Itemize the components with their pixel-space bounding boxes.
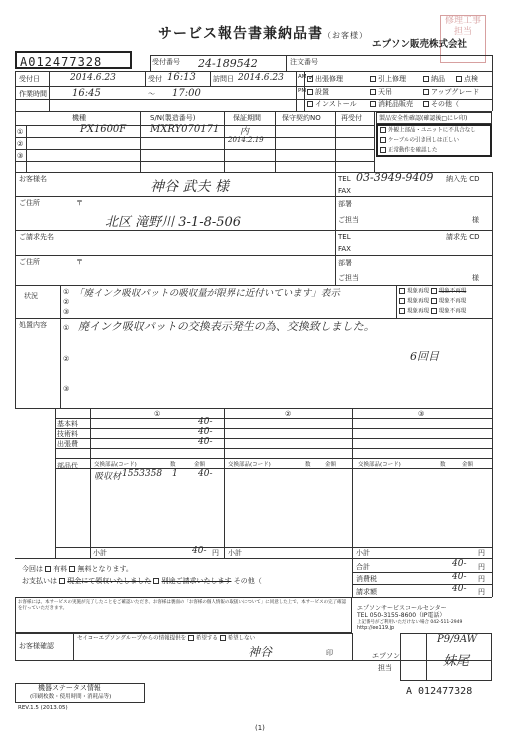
machine-header-contract: 保守契約NO [282, 114, 321, 122]
footer-doc-number: A 012477328 [406, 686, 473, 697]
machine-header-reaccept: 再受付 [341, 114, 362, 122]
safety-item-cable: ケーブルの引き回しは正しい [380, 137, 459, 145]
part-name: 吸収材 [94, 472, 122, 482]
charge-col: ② [285, 410, 292, 418]
am-marker: AM [298, 74, 307, 80]
checkbox [380, 137, 386, 143]
customer-honorific: 様 [472, 216, 479, 224]
service-type-delivery: 納品 [423, 75, 445, 83]
machine-header-warranty: 保証期間 [233, 114, 261, 122]
charge-col: ① [154, 410, 161, 418]
checkbox [431, 288, 437, 294]
amount-header: 金額 [462, 462, 474, 468]
visit-date-label: 訪問日 [213, 75, 234, 83]
checkbox [307, 89, 313, 95]
total-label: 請求額 [356, 588, 377, 596]
checkbox [399, 288, 405, 294]
part-code-header: 交換部品(コード) [228, 462, 271, 468]
part-amount: 40- [198, 469, 213, 479]
machine-serial: MXRY070171 [150, 124, 220, 135]
status-row-no: ③ [63, 308, 70, 316]
checkbox [153, 578, 159, 584]
time-tilde: ～ [148, 90, 155, 98]
customer-contact-label: ご担当 [338, 216, 359, 224]
yen-unit: 円 [478, 588, 485, 596]
service-type-outcall: ✓ 出張修理 [308, 73, 343, 83]
machine-header-sn: S/N(製造番号) [150, 114, 196, 122]
total: 40- [452, 584, 467, 594]
billing-contact-label: ご担当 [338, 274, 359, 282]
qty-header: 数 [305, 462, 311, 468]
amount-header: 金額 [325, 462, 337, 468]
part-code: 1553358 [122, 469, 163, 479]
customer-postal: 〒 [76, 199, 83, 207]
customer-name-label: お客様名 [19, 175, 47, 183]
customer-signature: 神谷 [248, 645, 273, 659]
checkbox [370, 101, 376, 107]
status-info-label: 機器ステータス情報 [38, 684, 101, 692]
machine-header-model: 機種 [72, 114, 86, 122]
work-time-label: 作業時間 [19, 90, 47, 98]
treatment-row-no: ③ [63, 385, 70, 393]
consent-question: セイコーエプソングループからの情報提供を 希望する 希望しない [77, 635, 256, 642]
billing-address-label: ご住所 [19, 258, 40, 266]
visit-date: 2014.6.23 [238, 73, 284, 83]
acceptance-no-label: 受付番号 [152, 58, 180, 66]
tax-label: 消費税 [356, 575, 377, 583]
yen-unit: 円 [478, 563, 485, 571]
customer-fax-label: FAX [338, 187, 351, 195]
today-label: 今回は 有料 無料となります。 [22, 565, 133, 573]
customer-dept-label: 部署 [338, 200, 352, 208]
safety-item-operation: 正常動作を確認した [380, 147, 438, 155]
company-name: エプソン販売株式会社 [372, 39, 468, 50]
service-type-inspection: 点検 [456, 75, 478, 83]
checkbox: ✓ [308, 73, 315, 82]
sum-label: 合計 [356, 563, 370, 571]
consent-label: お客様確認 [19, 642, 54, 650]
customer-address-label: ご住所 [19, 199, 40, 207]
machine-model: PX1600F [80, 124, 127, 135]
travel-fee-label: 出張費 [57, 440, 78, 448]
subtotal: 40- [192, 546, 207, 556]
machine-row-no: ① [17, 128, 24, 136]
seal-label: 印 [326, 649, 333, 657]
billing-cd-label: 請求先 CD [446, 233, 480, 241]
customer-name: 神谷 武夫 様 [150, 179, 229, 195]
checkbox [399, 308, 405, 314]
sum: 40- [452, 559, 467, 569]
subtotal-label: 小計 [356, 549, 370, 557]
qty-header: 数 [440, 462, 446, 468]
treatment-row-no: ① [63, 324, 70, 332]
repro-row: 現象再現 現象不再現 [399, 298, 466, 306]
service-type-install: インストール [307, 100, 357, 108]
work-end: 17:00 [172, 88, 201, 99]
service-type-other: その他（ [423, 100, 459, 108]
service-type-ceiling: 天吊 [370, 88, 392, 96]
yen-unit: 円 [478, 575, 485, 583]
amount-header: 金額 [194, 462, 206, 468]
service-type-installation: 設置 [307, 88, 329, 96]
status-row-no: ② [63, 298, 70, 306]
reception-time-label: 受付 [148, 75, 162, 83]
call-center-sub: 上記番号がご利用いただけない場合 042-511-2949 [357, 620, 463, 625]
treatment-label: 処置内容 [19, 321, 47, 329]
status-text: 「廃インク吸収パットの吸収量が限界に近付いています」表示 [74, 288, 340, 299]
subtotal-unit: 円 [478, 549, 485, 557]
call-center-tel: TEL 050-3155-8600（IP電話） [357, 612, 446, 619]
checkbox [45, 566, 51, 572]
safety-item-exterior: 外観上部品・ユニットに不具合なし [380, 127, 476, 135]
repro-row: 現象再現 現象不再現 [399, 288, 466, 296]
payment-row: お支払いは 現金にて領収いたしました 別途ご請求いたします その他（ [22, 577, 262, 585]
staff-label: 担当 [378, 664, 392, 672]
staff-code: P9/9AW [437, 634, 477, 645]
checkbox [423, 89, 429, 95]
customer-tel: 03-3949-9409 [356, 171, 434, 184]
basic-fee: 40- [198, 417, 213, 427]
billing-name-label: ご請求先名 [19, 233, 54, 241]
checkbox [188, 635, 194, 641]
support-url: http://ee119.jp [357, 625, 395, 631]
machine-row-no: ② [17, 140, 24, 148]
checkbox [370, 89, 376, 95]
status-label: 状況 [24, 292, 38, 300]
checkbox [423, 76, 429, 82]
repair-stamp: 修理工事担当 [440, 15, 486, 63]
acceptance-no: 24-189542 [198, 57, 258, 70]
checkbox [423, 101, 429, 107]
part-code-header: 交換部品(コード) [94, 462, 137, 468]
safety-title: 製品安全性確認(確認後□にレ印) [379, 115, 468, 122]
checkbox [380, 147, 386, 153]
delivery-cd-label: 納入先 CD [446, 175, 480, 183]
epson-label: エプソン [372, 652, 400, 660]
reception-date: 2014.6.23 [70, 73, 116, 83]
machine-row-no: ③ [17, 152, 24, 160]
staff-name: 妹尾 [443, 654, 470, 669]
warranty-date: 2014.2.19 [228, 136, 264, 144]
checkbox [431, 298, 437, 304]
checkbox [220, 635, 226, 641]
status-row-no: ① [63, 288, 70, 296]
billing-postal: 〒 [76, 258, 83, 266]
reception-time: 16:13 [167, 72, 196, 83]
service-type-supplies: 消耗品販売 [370, 100, 413, 108]
travel-fee: 40- [198, 437, 213, 447]
status-info-sub: (印刷枚数・使用時間・消耗品等) [30, 694, 112, 700]
tech-fee-label: 技術料 [57, 430, 78, 438]
document-number: A012477328 [15, 51, 132, 69]
revision: REV.1.5 (2013.05) [18, 705, 68, 711]
customer-tel-label: TEL [338, 175, 351, 183]
subtotal-label: 小計 [93, 549, 107, 557]
billing-fax-label: FAX [338, 245, 351, 253]
customer-address: 北区 滝野川 3-1-8-506 [105, 215, 242, 230]
checkbox [456, 76, 462, 82]
work-start: 16:45 [72, 88, 101, 99]
treatment-text: 廃インク吸収パットの交換表示発生の為、交換致しました。 [78, 320, 375, 333]
checkbox [431, 308, 437, 314]
pm-marker: PM [298, 88, 307, 94]
billing-honorific: 様 [472, 274, 479, 282]
notice-text: お客様には、本サービスの実施が完了したことをご確認いただき、お客様は裏面の「お客様の個人情報の取扱いについて」に同意した上で、本サービスの完了確認を行っていただきます。 [18, 600, 347, 611]
warranty-status: 内 [240, 127, 250, 137]
part-code-header: 交換部品(コード) [358, 462, 401, 468]
checkbox [370, 76, 376, 82]
checkbox [69, 566, 75, 572]
part-qty: 1 [172, 469, 178, 479]
subtotal-unit: 円 [212, 549, 219, 557]
order-no-label: 注文番号 [290, 58, 318, 66]
service-type-pickup: 引上修理 [370, 75, 406, 83]
service-type-upgrade: アップグレード [423, 88, 479, 96]
tax: 40- [452, 572, 467, 582]
checkbox [59, 578, 65, 584]
subtotal-label: 小計 [228, 549, 242, 557]
checkbox [307, 101, 313, 107]
page-title: サービス報告書兼納品書（お客様） [158, 26, 368, 42]
reception-date-label: 受付日 [19, 75, 40, 83]
billing-dept-label: 部署 [338, 259, 352, 267]
treatment-row-no: ② [63, 355, 70, 363]
basic-fee-label: 基本料 [57, 420, 78, 428]
repro-row: 現象再現 現象不再現 [399, 308, 466, 316]
parts-label: 部品代 [57, 462, 78, 470]
qty-header: 数 [170, 462, 176, 468]
tech-fee: 40- [198, 427, 213, 437]
checkbox [380, 127, 386, 133]
treatment-count: 6回目 [410, 350, 439, 363]
billing-tel-label: TEL [338, 233, 351, 241]
page-number: (1) [255, 724, 265, 732]
call-center-name: エプソンサービスコールセンター [357, 605, 447, 612]
checkbox [399, 298, 405, 304]
charge-col: ③ [418, 410, 425, 418]
